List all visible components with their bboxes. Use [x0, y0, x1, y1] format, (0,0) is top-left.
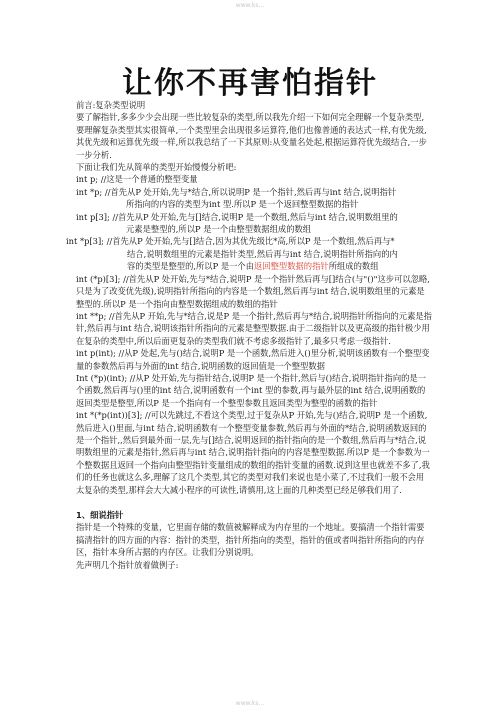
type-ptr-array-line1: int *p[3]; //首先从P 处开始,先与[]结合,因为其优先级比*高,所以P 是一个数组,然后再与*: [66, 236, 395, 247]
section-paragraph: 指针是一个特殊的变量，它里面存储的数值被解释成为内存里的一个地址。要搞清一个指针需要搞清指针的四方面的内容：指针的类型，指针所指向的类型，指针的值或者叫指针所指向的内存区，指针本身所占据的内存区。让我们分别说明。: [76, 522, 425, 558]
preface-paragraph: 要了解指针,多多少少会出现一些比较复杂的类型,所以我先介绍一下如何完全理解一个复杂类型,要理解复杂类型其实很简单,一个类型里会出现很多运算符,他们也像普通的表达式一样,有优先级,其优先级和运算优先级一样,所以我总结了一下其原则:从变量名处起,根据运算符优先级结合,一步一步分析.: [76, 112, 427, 160]
preface-heading: 前言:复杂类型说明: [76, 100, 146, 110]
type-ptr-array-line2: 结合,说明数组里的元素是指针类型,然后再与int 结合,说明指针所指向的内: [127, 248, 398, 259]
type-ptr-array-text-post: 所组成的数组: [328, 261, 379, 272]
type-function-ptr: Int (*p)(int); //从P 处开始,先与指针结合,说明P 是一个指针,然后与()结合,说明指针指向的是一个函数,然后再与()里的int 结合,说明函数有一个int 型的参数,再与最外层的int 结合,说明函数的返回类型是整型,所以P 是一个指向有一个整型参数且返回类型为整型的函数的指针: [76, 372, 427, 408]
type-int-array-line2: 元素是整型的,所以P 是一个由整型数据组成的数组: [126, 224, 312, 235]
section-heading: 1、细说指针: [76, 510, 124, 520]
last-line: 先声明几个指针放着做例子:: [76, 559, 179, 570]
type-ptr-array-line3: [76, 260, 432, 272]
type-int-ptr-line2: 所指向的内容的类型为int 型.所以P 是一个返回整型数据的指针: [126, 199, 359, 210]
analysis-intro: 下面让我们先从简单的类型开始慢慢分析吧:: [76, 162, 237, 173]
highlighted-phrase: 返回整型数据的指针: [254, 261, 329, 272]
type-ptr-array-text-pre: 容的类型是整型的,所以P 是一个由: [127, 261, 255, 272]
type-function: int p(int); //从P 处起,先与()结合,说明P 是一个函数,然后进入()里分析,说明该函数有一个整型变量的参数然后再与外面的int 结合,说明函数的返回值是一个整型数据: [76, 348, 430, 371]
document-title: 让你不再害怕指针: [122, 66, 378, 101]
type-array-ptr: int (*p)[3]; //首先从P 处开始,先与*结合,说明P 是一个指针然后再与[]结合(与"()"这步可以忽略,只是为了改变优先级),说明指针所指向的内容是一个数组,然后再与int 结合,说明数组里的元素是整型的.所以P 是一个指向由整型数据组成的数组的指针: [76, 273, 430, 309]
type-int-array-line1: int p[3]; //首先从P 处开始,先与[]结合,说明P 是一个数组,然后与int 结合,说明数组里的: [76, 211, 398, 222]
type-int-p: int p; //这是一个普通的整型变量: [76, 174, 198, 185]
type-double-ptr: int **p; //首先从P 开始,先与*结合,说是P 是一个指针,然后再与*结合,说明指针所指向的元素是指针,然后再与int 结合,说明该指针所指向的元素是整型数据.由于二级指针以及更高级的指针极少用在复杂的类型中,所以后面更复杂的类型我们就不考虑多级指针了,最多只考虑一级指针.: [76, 310, 432, 346]
watermark-bottom: www.ks...: [235, 700, 265, 707]
type-complex: int *(*p(int))[3]; //可以先跳过,不看这个类型,过于复杂从P 开始,先与()结合,说明P 是一个函数,然后进入()里面,与int 结合,说明函数有一个整型变量参数,然后再与外面的*结合,说明函数返回的是一个指针,,然后到最外面一层,先与[]结合,说明返回的指针指向的是一个数组,然后再与*结合,说明数组里的元素是指针,然后再与int 结合,说明指针指向的内容是整型数据.所以P 是一个参数为一个整数据且返回一个指向由整型指针变量组成的数组的指针变量的函数.说到这里也就差不多了,我们的任务也就这么多,理解了这几个类型,其它的类型对我们来说也是小菜了,不过我们一般不会用太复杂的类型,那样会大大减小程序的可读性,请慎用,这上面的几种类型已经足够我们用了.: [76, 410, 430, 495]
type-int-ptr-line1: int *p; //首先从P 处开始,先与*结合,所以说明P 是一个指针,然后再与int 结合,说明指针: [76, 186, 397, 197]
watermark-top: www.ks...: [235, 2, 265, 9]
document-body: [66, 99, 432, 571]
